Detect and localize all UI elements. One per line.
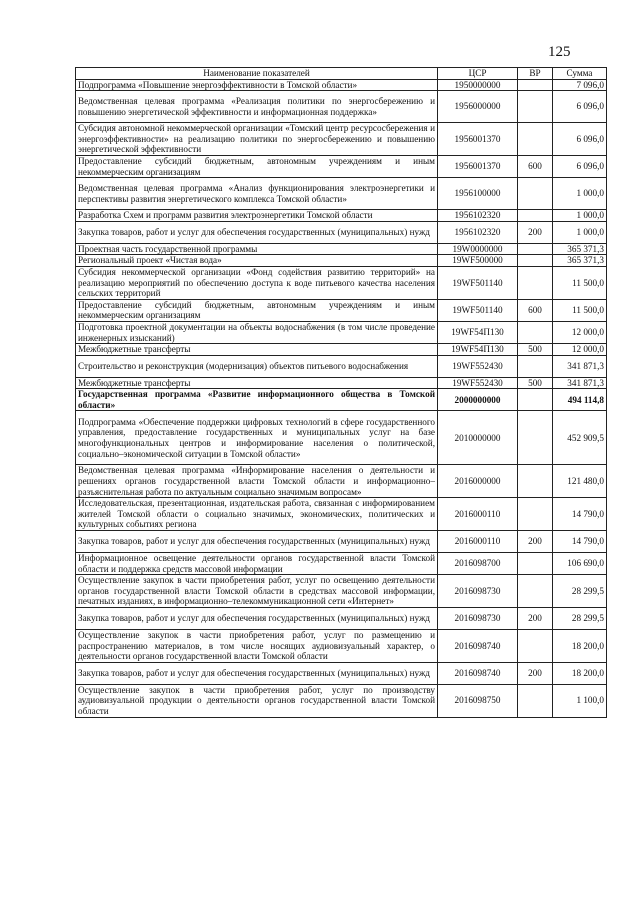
- table-row: [76, 79, 607, 91]
- row-sum: 18 200,0: [553, 662, 607, 684]
- row-name: Государственная программа «Развитие информационного общества в Томской области»: [76, 389, 438, 411]
- row-csr: 19WF552430: [438, 377, 518, 389]
- row-sum: 341 871,3: [553, 355, 607, 377]
- table-row: [76, 255, 607, 267]
- row-sum: 1 100,0: [553, 684, 607, 717]
- row-csr: 1956001370: [438, 155, 518, 177]
- header-sum: Сумма: [553, 68, 607, 80]
- table-row: [76, 123, 607, 156]
- row-sum: 106 690,0: [553, 553, 607, 575]
- row-sum: 28 299,5: [553, 575, 607, 608]
- row-csr: 2016098700: [438, 553, 518, 575]
- row-name: Ведомственная целевая программа «Информирование населения о деятельности и решениях органов государственной власти Томской области и информационно–разъяснительная работа по актуальным социально значимым вопросам»: [76, 465, 438, 498]
- row-csr: 2000000000: [438, 389, 518, 411]
- row-vr: 600: [518, 299, 553, 321]
- row-vr: 200: [518, 662, 553, 684]
- row-vr: [518, 465, 553, 498]
- row-sum: 28 299,5: [553, 608, 607, 630]
- row-sum: 341 871,3: [553, 377, 607, 389]
- row-csr: 2016098750: [438, 684, 518, 717]
- row-name: Предоставление субсидий бюджетным, автономным учреждениям и иным некоммерческим организациям: [76, 299, 438, 321]
- row-csr: 2016098730: [438, 608, 518, 630]
- row-name: Осуществление закупок в части приобретения работ, услуг по размещению и распространению материалов, в том числе носящих аудиовизуальный характер, о деятельности органов государственной власти Томской области: [76, 630, 438, 663]
- table-row: [76, 498, 607, 531]
- table-row: [76, 91, 607, 123]
- row-vr: [518, 575, 553, 608]
- row-sum: 365 371,3: [553, 243, 607, 255]
- row-csr: 19WF552430: [438, 355, 518, 377]
- row-vr: 200: [518, 221, 553, 243]
- row-name: Разработка Схем и программ развития электроэнергетики Томской области: [76, 210, 438, 222]
- row-vr: [518, 321, 553, 343]
- row-vr: [518, 389, 553, 411]
- row-vr: [518, 498, 553, 531]
- row-name: Закупка товаров, работ и услуг для обеспечения государственных (муниципальных) нужд: [76, 531, 438, 553]
- table-row: [76, 266, 607, 299]
- row-csr: 2016000110: [438, 531, 518, 553]
- row-name: Ведомственная целевая программа «Анализ функционирования электроэнергетики и перспективы развития энергетического комплекса Томской области»: [76, 178, 438, 210]
- row-sum: 11 500,0: [553, 266, 607, 299]
- row-vr: [518, 79, 553, 91]
- row-vr: [518, 243, 553, 255]
- table-row: [76, 465, 607, 498]
- row-sum: 494 114,8: [553, 389, 607, 411]
- row-name: Закупка товаров, работ и услуг для обеспечения государственных (муниципальных) нужд: [76, 221, 438, 243]
- row-name: Межбюджетные трансферты: [76, 344, 438, 356]
- row-name: Региональный проект «Чистая вода»: [76, 255, 438, 267]
- table-row: [76, 355, 607, 377]
- row-sum: 6 096,0: [553, 123, 607, 156]
- row-csr: 2016098740: [438, 630, 518, 663]
- table-row: [76, 662, 607, 684]
- header-vr: ВР: [518, 68, 553, 80]
- row-csr: 19WF500000: [438, 255, 518, 267]
- row-vr: 200: [518, 531, 553, 553]
- row-csr: 1956102320: [438, 221, 518, 243]
- row-name: Субсидия некоммерческой организации «Фонд содействия развитию территорий» на реализацию мероприятий по обеспечению доступа к воде питьевого качества населения сельских территорий: [76, 266, 438, 299]
- row-sum: 12 000,0: [553, 321, 607, 343]
- page-number: 125: [548, 44, 571, 60]
- row-sum: 121 480,0: [553, 465, 607, 498]
- row-sum: 14 790,0: [553, 531, 607, 553]
- row-vr: [518, 553, 553, 575]
- row-csr: 1956001370: [438, 123, 518, 156]
- row-name: Исследовательская, презентационная, издательская работа, связанная с информированием жителей Томской области о социально значимых, экономических, политических и культурных событиях региона: [76, 498, 438, 531]
- row-name: Строительство и реконструкция (модернизация) объектов питьевого водоснабжения: [76, 355, 438, 377]
- table-row: [76, 178, 607, 210]
- row-sum: 452 909,5: [553, 411, 607, 465]
- table-row: [76, 684, 607, 717]
- row-csr: 2010000000: [438, 411, 518, 465]
- table-row: [76, 299, 607, 321]
- row-name: Предоставление субсидий бюджетным, автономным учреждениям и иным некоммерческим организациям: [76, 155, 438, 177]
- row-name: Закупка товаров, работ и услуг для обеспечения государственных (муниципальных) нужд: [76, 662, 438, 684]
- row-vr: [518, 123, 553, 156]
- row-name: Информационное освещение деятельности органов государственной власти Томской области и поддержка средств массовой информации: [76, 553, 438, 575]
- row-name: Субсидия автономной некоммерческой организации «Томский центр ресурсосбережения и энергоэффективности» на реализацию политики по энергосбережению и повышению энергетической эффективности: [76, 123, 438, 156]
- row-csr: 19WF54П130: [438, 321, 518, 343]
- row-sum: 1 000,0: [553, 221, 607, 243]
- table-header-row: [76, 68, 607, 80]
- table-row: [76, 155, 607, 177]
- row-name: Осуществление закупок в части приобретения работ, услуг по освещению деятельности органов государственной власти Томской области в средствах массовой информации, печатных изданиях, в информационно–телекоммуникационной сети «Интернет»: [76, 575, 438, 608]
- table-row: [76, 221, 607, 243]
- row-csr: 2016000110: [438, 498, 518, 531]
- table-row: [76, 243, 607, 255]
- row-csr: 1956000000: [438, 91, 518, 123]
- row-vr: 500: [518, 344, 553, 356]
- row-csr: 2016098730: [438, 575, 518, 608]
- row-csr: 2016000000: [438, 465, 518, 498]
- row-sum: 6 096,0: [553, 91, 607, 123]
- row-sum: 14 790,0: [553, 498, 607, 531]
- row-vr: [518, 255, 553, 267]
- table-row: [76, 344, 607, 356]
- row-vr: [518, 210, 553, 222]
- row-vr: 200: [518, 608, 553, 630]
- row-csr: 2016098740: [438, 662, 518, 684]
- row-sum: 6 096,0: [553, 155, 607, 177]
- row-vr: [518, 266, 553, 299]
- header-name: Наименование показателей: [76, 68, 438, 80]
- table-row: [76, 553, 607, 575]
- budget-table: [75, 67, 607, 718]
- row-sum: 11 500,0: [553, 299, 607, 321]
- row-vr: [518, 684, 553, 717]
- row-vr: [518, 355, 553, 377]
- row-csr: 1956100000: [438, 178, 518, 210]
- row-name: Подпрограмма «Повышение энергоэффективности в Томской области»: [76, 79, 438, 91]
- row-sum: 1 000,0: [553, 178, 607, 210]
- row-name: Осуществление закупок в части приобретения работ, услуг по производству аудиовизуальной продукции о деятельности органов государственной власти Томской области: [76, 684, 438, 717]
- row-sum: 7 096,0: [553, 79, 607, 91]
- table-row: [76, 630, 607, 663]
- row-sum: 365 371,3: [553, 255, 607, 267]
- row-sum: 12 000,0: [553, 344, 607, 356]
- table-row: [76, 575, 607, 608]
- table-row: [76, 210, 607, 222]
- row-csr: 19WF501140: [438, 299, 518, 321]
- header-csr: ЦСР: [438, 68, 518, 80]
- row-name: Подпрограмма «Обеспечение поддержки цифровых технологий в сфере государственного управления, предоставление государственных и муниципальных услуг на базе многофункциональных центров и информирование населения о политической, социально–экономической ситуации в Томской области»: [76, 411, 438, 465]
- row-name: Ведомственная целевая программа «Реализация политики по энергосбережению и повышению энергетической эффективности и информационная поддержка»: [76, 91, 438, 123]
- row-csr: 19W0000000: [438, 243, 518, 255]
- table-row: [76, 321, 607, 343]
- row-vr: 600: [518, 155, 553, 177]
- row-vr: [518, 178, 553, 210]
- table-row: [76, 377, 607, 389]
- row-name: Межбюджетные трансферты: [76, 377, 438, 389]
- row-vr: [518, 630, 553, 663]
- row-csr: 19WF501140: [438, 266, 518, 299]
- row-vr: 500: [518, 377, 553, 389]
- row-vr: [518, 91, 553, 123]
- row-csr: 1950000000: [438, 79, 518, 91]
- row-name: Проектная часть государственной программы: [76, 243, 438, 255]
- row-csr: 1956102320: [438, 210, 518, 222]
- table-row: [76, 389, 607, 411]
- row-csr: 19WF54П130: [438, 344, 518, 356]
- row-name: Подготовка проектной документации на объекты водоснабжения (в том числе проведение инженерных изысканий): [76, 321, 438, 343]
- row-vr: [518, 411, 553, 465]
- row-sum: 1 000,0: [553, 210, 607, 222]
- row-name: Закупка товаров, работ и услуг для обеспечения государственных (муниципальных) нужд: [76, 608, 438, 630]
- row-sum: 18 200,0: [553, 630, 607, 663]
- table-row: [76, 411, 607, 465]
- table-row: [76, 608, 607, 630]
- table-row: [76, 531, 607, 553]
